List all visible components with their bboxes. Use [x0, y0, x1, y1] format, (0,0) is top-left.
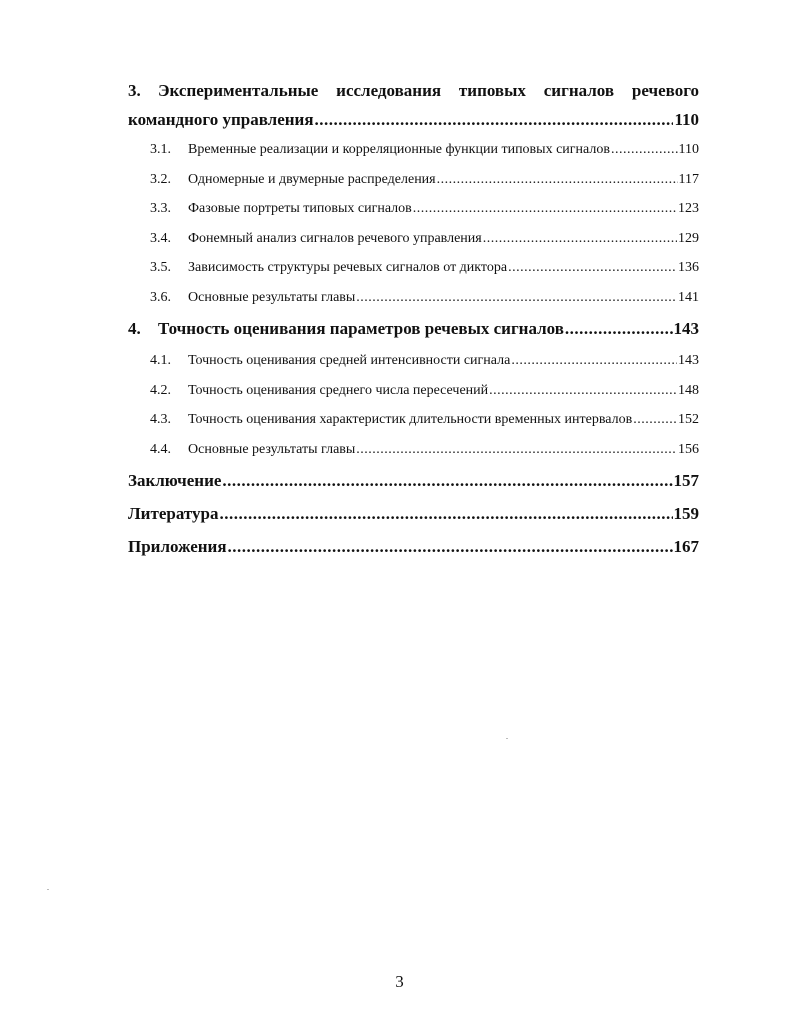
section-title: Точность оценивания характеристик длительности временных интервалов	[188, 412, 633, 427]
toc-entry-3-5[interactable]	[128, 253, 699, 283]
toc-entry-4-2[interactable]	[128, 376, 699, 406]
dot-leader	[483, 224, 677, 254]
section-title: Одномерные и двумерные распределения	[188, 171, 436, 187]
entry-page: 159	[673, 504, 699, 523]
dot-leader	[489, 376, 677, 406]
section-title: Фазовые портреты типовых сигналов	[188, 201, 412, 216]
section-page: 152	[678, 412, 699, 427]
dot-leader	[633, 405, 677, 435]
toc-entry-references[interactable]	[128, 497, 699, 530]
section-number: 4.1.	[150, 353, 171, 368]
section-title: Точность оценивания среднего числа пересечений	[188, 382, 489, 398]
toc-entry-3-2[interactable]	[128, 165, 699, 195]
dot-leader	[222, 464, 672, 497]
section-page: 143	[678, 353, 699, 368]
chapter-3-page: 110	[674, 110, 699, 129]
section-page: 148	[678, 382, 699, 398]
chapter-3-title-line1: Экспериментальные исследования типовых сигналов речевого	[158, 81, 699, 100]
scan-speck	[506, 738, 508, 739]
entry-title: Заключение	[128, 471, 222, 490]
chapter-4-heading[interactable]	[128, 312, 699, 346]
section-number: 3.1.	[150, 142, 171, 157]
toc-entry-appendices[interactable]	[128, 530, 699, 563]
dot-leader	[437, 165, 678, 195]
chapter-4-number: 4.	[128, 319, 141, 338]
dot-leader	[413, 194, 677, 224]
section-page: 136	[678, 260, 699, 275]
dot-leader	[356, 435, 677, 465]
section-page: 129	[678, 230, 699, 246]
section-number: 3.5.	[150, 260, 171, 275]
scan-speck	[47, 889, 49, 890]
section-title: Основные результаты главы	[188, 441, 356, 457]
dot-leader	[356, 283, 677, 313]
section-number: 4.4.	[150, 441, 171, 457]
dot-leader	[511, 346, 677, 376]
section-title: Точность оценивания средней интенсивности сигнала	[188, 353, 511, 368]
section-title: Временные реализации и корреляционные функции типовых сигналов	[188, 142, 610, 157]
section-number: 3.6.	[150, 289, 171, 305]
chapter-3-heading-line1	[128, 76, 699, 105]
dot-leader	[611, 135, 678, 165]
toc-entry-4-3[interactable]	[128, 405, 699, 435]
page-number: 3	[395, 972, 404, 991]
section-page: 141	[678, 289, 699, 305]
chapter-3-title-line2: командного управления	[128, 110, 314, 129]
toc-entry-3-4[interactable]	[128, 224, 699, 254]
section-number: 3.4.	[150, 230, 171, 246]
chapter-4-page: 143	[673, 319, 699, 338]
entry-title: Литература	[128, 504, 219, 523]
section-page: 117	[678, 171, 699, 187]
section-number: 4.2.	[150, 382, 171, 398]
section-title: Основные результаты главы	[188, 289, 356, 305]
dot-leader	[315, 105, 674, 134]
section-page: 156	[678, 441, 699, 457]
section-title: Фонемный анализ сигналов речевого управления	[188, 230, 482, 246]
section-title: Зависимость структуры речевых сигналов от диктора	[188, 260, 508, 275]
dot-leader	[228, 530, 673, 563]
toc-entry-conclusion[interactable]	[128, 464, 699, 497]
table-of-contents	[128, 76, 699, 563]
entry-page: 157	[673, 471, 699, 490]
dot-leader	[508, 253, 677, 283]
section-number: 3.2.	[150, 171, 171, 187]
chapter-3-number: 3.	[128, 81, 141, 100]
toc-entry-4-1[interactable]	[128, 346, 699, 376]
chapter-4-title: Точность оценивания параметров речевых сигналов	[158, 319, 564, 338]
toc-entry-4-4[interactable]	[128, 435, 699, 465]
entry-page: 167	[673, 537, 699, 556]
toc-entry-3-3[interactable]	[128, 194, 699, 224]
entry-title: Приложения	[128, 537, 227, 556]
dot-leader	[219, 497, 672, 530]
toc-entry-3-1[interactable]	[128, 135, 699, 165]
dot-leader	[565, 312, 673, 346]
chapter-3-heading-line2[interactable]	[128, 105, 699, 135]
toc-entry-3-6[interactable]	[128, 283, 699, 313]
section-page: 123	[678, 201, 699, 216]
section-page: 110	[678, 142, 699, 157]
section-number: 4.3.	[150, 412, 171, 427]
section-number: 3.3.	[150, 201, 171, 216]
